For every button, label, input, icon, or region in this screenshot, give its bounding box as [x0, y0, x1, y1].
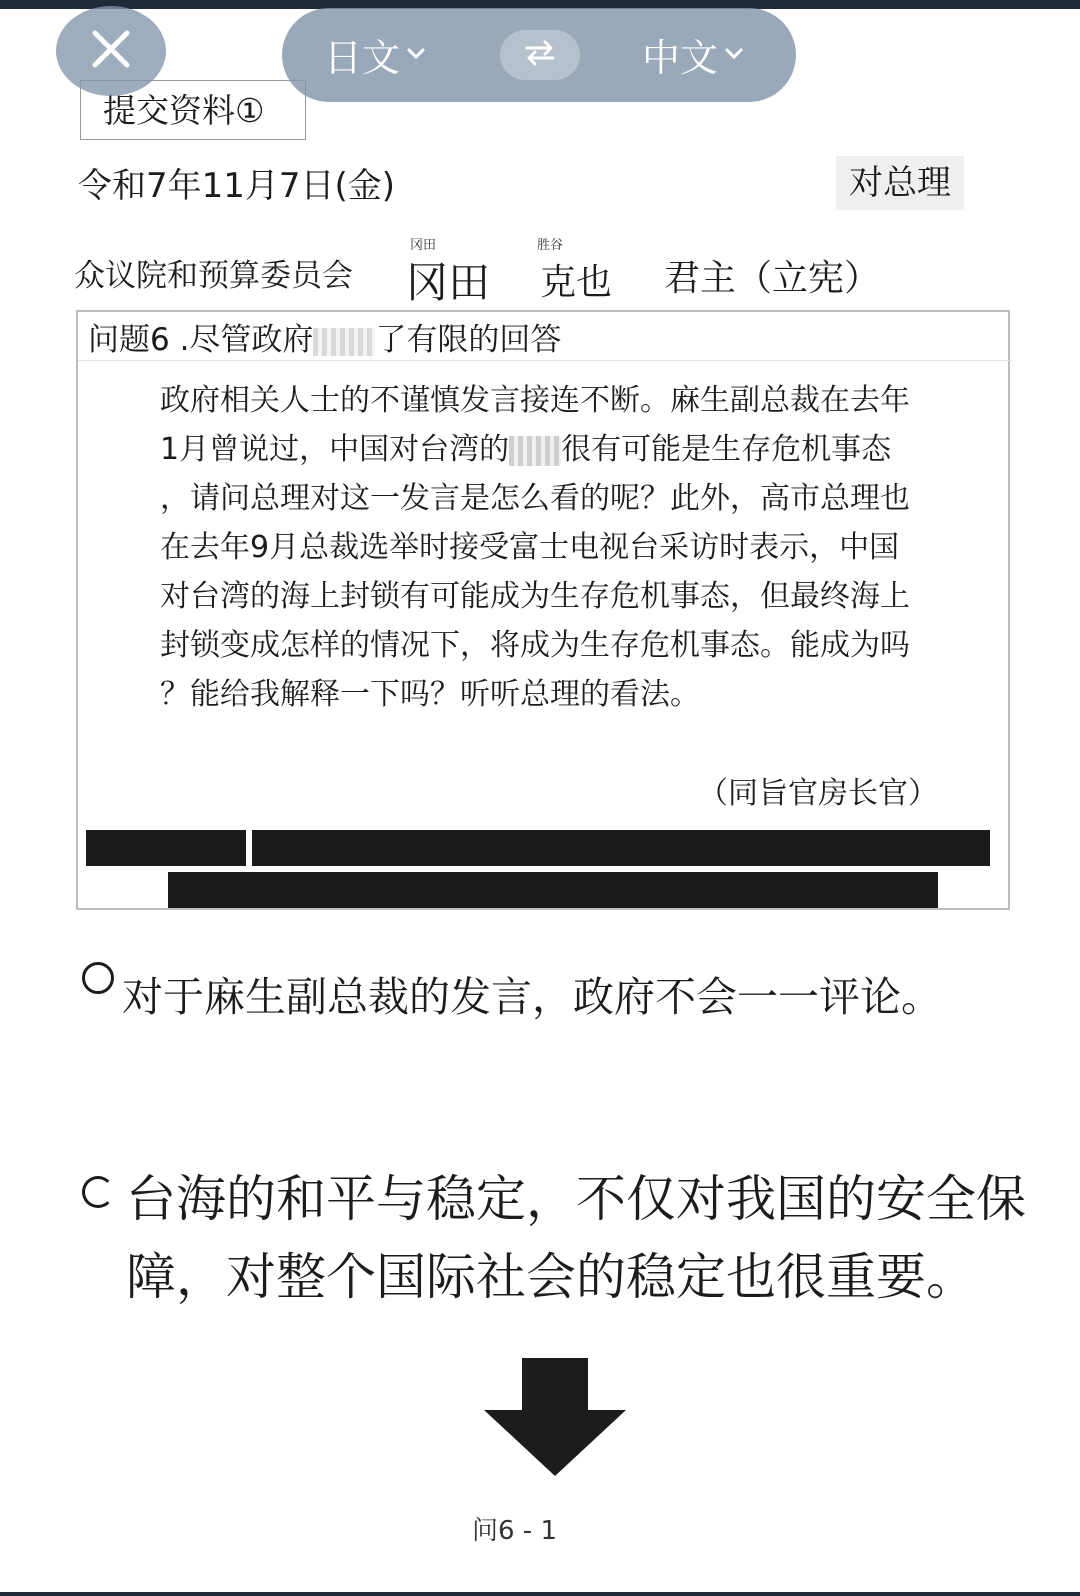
swap-arrows-icon [523, 40, 557, 70]
recipient-label: 对总理 [836, 156, 964, 210]
question-line: 封锁变成怎样的情况下，将成为生存危机事态。能成为吗 [160, 628, 910, 663]
question-line: ，请问总理对这一发言是怎么看的呢？此外，高市总理也 [160, 481, 910, 516]
target-language-label: 中文 [642, 35, 719, 80]
furigana-family: 冈田 [410, 238, 437, 253]
question-box [76, 310, 1010, 910]
answerer-note: （同旨官房长官） [698, 776, 938, 811]
question-line: 政府相关人士的不谨慎发言接连不断。麻生副总裁在去年 [160, 383, 910, 418]
question-line-part: 1月曾说过，中国对台湾的 [160, 432, 510, 467]
question-line [160, 425, 992, 474]
question-body [160, 376, 992, 719]
source-language-dropdown[interactable] [324, 28, 426, 80]
document-date: 令和7年11月7日(金) [78, 166, 396, 206]
question-line: 在去年9月总裁选举时接受富士电视台采访时表示，中国 [160, 530, 900, 565]
question-line-part: 很有可能是生存危机事态 [561, 432, 892, 467]
redaction-bar [86, 830, 246, 866]
member-given-name: 克也 [540, 262, 613, 303]
bullet-circle-icon [82, 962, 114, 994]
close-icon [91, 29, 131, 73]
blurred-text [313, 328, 375, 356]
member-family-name: 冈田 [406, 258, 491, 307]
question-title [88, 314, 561, 359]
chevron-down-icon [724, 47, 744, 61]
redaction-bar [168, 872, 938, 908]
page-number: 问6 - 1 [472, 1516, 557, 1546]
question-title-end: 了有限的回答 [375, 322, 562, 358]
down-arrow-icon [484, 1358, 626, 1480]
bullet-circle-icon [82, 1176, 114, 1208]
member-party: 君主（立宪） [664, 258, 881, 299]
answer-text-1: 对于麻生副总裁的发言，政府不会一一评论。 [122, 973, 942, 1021]
blurred-text [509, 436, 561, 466]
redaction-bar [252, 830, 990, 866]
target-language-dropdown[interactable] [642, 28, 744, 80]
answer-text-2: 台海的和平与稳定，不仅对我国的安全保障，对整个国际社会的稳定也很重要。 [126, 1170, 1026, 1306]
question-line: 对台湾的海上封锁有可能成为生存危机事态，但最终海上 [160, 579, 910, 614]
bottom-edge-strip [0, 1592, 1080, 1596]
committee-name: 众议院和预算委员会 [74, 258, 353, 294]
submission-tag: 提交资料① [80, 80, 306, 140]
divider [78, 360, 1012, 361]
question-title-start: 问题6 .尽管政府 [88, 322, 314, 358]
close-button[interactable] [56, 6, 166, 96]
source-language-label: 日文 [324, 35, 401, 80]
swap-languages-button[interactable] [500, 30, 580, 80]
furigana-given: 胜谷 [537, 238, 564, 253]
chevron-down-icon [406, 47, 426, 61]
language-selector-bar [282, 8, 796, 102]
question-line: ？能给我解释一下吗？听听总理的看法。 [160, 677, 700, 712]
